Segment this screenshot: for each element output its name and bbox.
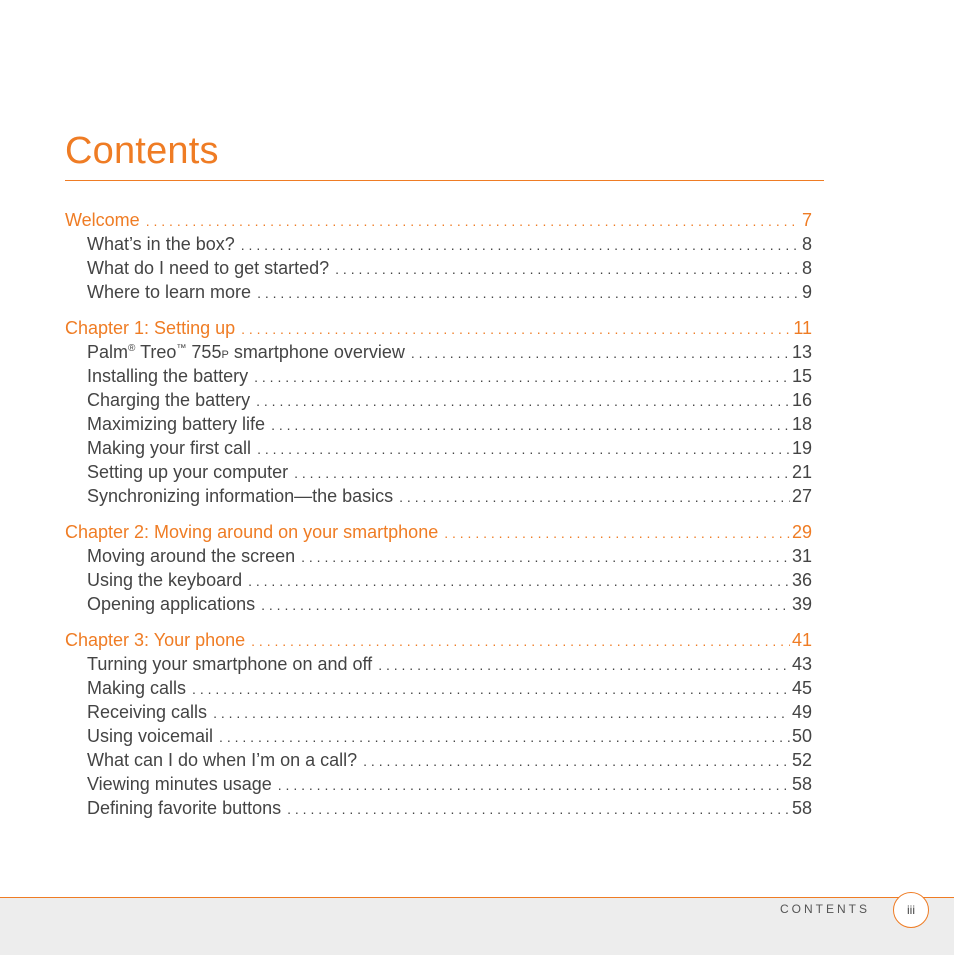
- toc-entry-label: Defining favorite buttons: [87, 798, 282, 818]
- dot-leader: [257, 281, 800, 305]
- toc-entry[interactable]: [65, 676, 812, 700]
- toc-page-number: 31: [791, 546, 812, 566]
- toc-heading-chapter-2[interactable]: [65, 520, 812, 544]
- dot-leader: [335, 257, 800, 281]
- dot-leader: [301, 545, 790, 569]
- dot-leader: [213, 701, 790, 725]
- toc-entry-label: Making calls: [87, 678, 187, 698]
- dot-leader: [261, 593, 790, 617]
- toc-page-number: 50: [791, 726, 812, 746]
- toc-heading-chapter-1[interactable]: [65, 316, 812, 340]
- toc-entry[interactable]: [65, 700, 812, 724]
- toc-section-chapter-1: [65, 316, 812, 508]
- toc-page-number: 19: [791, 438, 812, 458]
- label-part: Palm: [87, 342, 129, 362]
- toc-entry[interactable]: [65, 280, 812, 304]
- label-part: Treo: [135, 342, 177, 362]
- toc-page-number: 9: [801, 282, 812, 302]
- toc-page-number: 36: [791, 570, 812, 590]
- model-suffix: P: [221, 349, 229, 361]
- toc-heading-label: Welcome: [65, 210, 140, 230]
- toc-entry-label: What can I do when I’m on a call?: [87, 750, 358, 770]
- toc-page-number: 13: [791, 342, 812, 362]
- toc-page-number: 21: [791, 462, 812, 482]
- footer-page-number: iii: [893, 892, 929, 928]
- footer-section-label: CONTENTS: [780, 902, 870, 916]
- toc-heading-label: Chapter 3: Your phone: [65, 630, 246, 650]
- toc-heading-label: Chapter 2: Moving around on your smartphone: [65, 522, 439, 542]
- label-part: 755: [186, 342, 222, 362]
- dot-leader: [256, 389, 790, 413]
- toc-entry[interactable]: [65, 232, 812, 256]
- toc-entry[interactable]: [65, 388, 812, 412]
- toc-page-number: 52: [791, 750, 812, 770]
- toc-entry[interactable]: [65, 772, 812, 796]
- toc-entry-label: Synchronizing information—the basics: [87, 486, 394, 506]
- toc-heading-chapter-3[interactable]: [65, 628, 812, 652]
- toc-entry[interactable]: [65, 592, 812, 616]
- title-divider: [65, 180, 824, 181]
- toc-entry[interactable]: [65, 256, 812, 280]
- dot-leader: [257, 437, 790, 461]
- toc-entry[interactable]: [65, 412, 812, 436]
- toc-entry-label: Maximizing battery life: [87, 414, 266, 434]
- dot-leader: [278, 773, 790, 797]
- trademark-mark: ™: [176, 343, 187, 354]
- toc-entry-label: What do I need to get started?: [87, 258, 330, 278]
- label-part: smartphone overview: [228, 342, 405, 362]
- dot-leader: [241, 233, 800, 257]
- registered-mark: ®: [128, 343, 136, 354]
- toc-entry-label: Making your first call: [87, 438, 252, 458]
- toc-entry[interactable]: [65, 568, 812, 592]
- toc-entry-label: Moving around the screen: [87, 546, 296, 566]
- toc-entry[interactable]: [65, 484, 812, 508]
- dot-leader: [254, 365, 790, 389]
- toc-page-number: 11: [793, 318, 812, 338]
- toc-entry-label: Opening applications: [87, 594, 256, 614]
- toc-page-number: 58: [791, 774, 812, 794]
- dot-leader: [287, 797, 790, 821]
- page-title: Contents: [65, 130, 219, 172]
- dot-leader: [192, 677, 790, 701]
- dot-leader: [411, 341, 790, 365]
- toc-page-number: 29: [791, 522, 812, 542]
- toc-entry[interactable]: [65, 544, 812, 568]
- dot-leader: [363, 749, 790, 773]
- toc-entry-label: [87, 340, 411, 367]
- dot-leader: [294, 461, 790, 485]
- toc-page-number: 58: [791, 798, 812, 818]
- dot-leader: [146, 209, 800, 233]
- toc-page-number: 15: [791, 366, 812, 386]
- toc-page-number: 8: [801, 258, 812, 278]
- toc-entry-label: Turning your smartphone on and off: [87, 654, 373, 674]
- dot-leader: [378, 653, 790, 677]
- toc-entry-label: Setting up your computer: [87, 462, 289, 482]
- toc-entry[interactable]: [65, 364, 812, 388]
- toc-entry-label: Where to learn more: [87, 282, 252, 302]
- dot-leader: [444, 521, 790, 545]
- toc-page-number: 7: [801, 210, 812, 230]
- toc-heading-welcome[interactable]: [65, 208, 812, 232]
- toc-entry[interactable]: [65, 796, 812, 820]
- toc-entry[interactable]: [65, 340, 812, 364]
- toc-page-number: 41: [791, 630, 812, 650]
- toc-entry-label: What’s in the box?: [87, 234, 235, 254]
- toc-page-number: 16: [791, 390, 812, 410]
- toc-entry[interactable]: [65, 652, 812, 676]
- toc-entry-label: Installing the battery: [87, 366, 249, 386]
- toc-page-number: 39: [791, 594, 812, 614]
- toc-page-number: 45: [791, 678, 812, 698]
- toc-entry[interactable]: [65, 724, 812, 748]
- toc-section-chapter-2: [65, 520, 812, 616]
- toc-entry-label: Using the keyboard: [87, 570, 243, 590]
- toc-page-number: 18: [791, 414, 812, 434]
- toc-page-number: 49: [791, 702, 812, 722]
- toc-entry-label: Receiving calls: [87, 702, 208, 722]
- dot-leader: [271, 413, 790, 437]
- toc-page-number: 43: [791, 654, 812, 674]
- toc-entry-label: Charging the battery: [87, 390, 251, 410]
- dot-leader: [248, 569, 790, 593]
- toc-page-number: 8: [801, 234, 812, 254]
- dot-leader: [219, 725, 790, 749]
- toc-section-chapter-3: [65, 628, 812, 820]
- toc-entry[interactable]: [65, 436, 812, 460]
- toc-entry-label: Viewing minutes usage: [87, 774, 272, 794]
- dot-leader: [399, 485, 790, 509]
- toc-page-number: 27: [791, 486, 812, 506]
- toc-entry[interactable]: [65, 460, 812, 484]
- toc-entry[interactable]: [65, 748, 812, 772]
- toc-entry-label: Using voicemail: [87, 726, 214, 746]
- dot-leader: [241, 317, 791, 341]
- table-of-contents: [65, 208, 812, 832]
- toc-heading-label: Chapter 1: Setting up: [65, 318, 236, 338]
- toc-section-welcome: [65, 208, 812, 304]
- dot-leader: [251, 629, 790, 653]
